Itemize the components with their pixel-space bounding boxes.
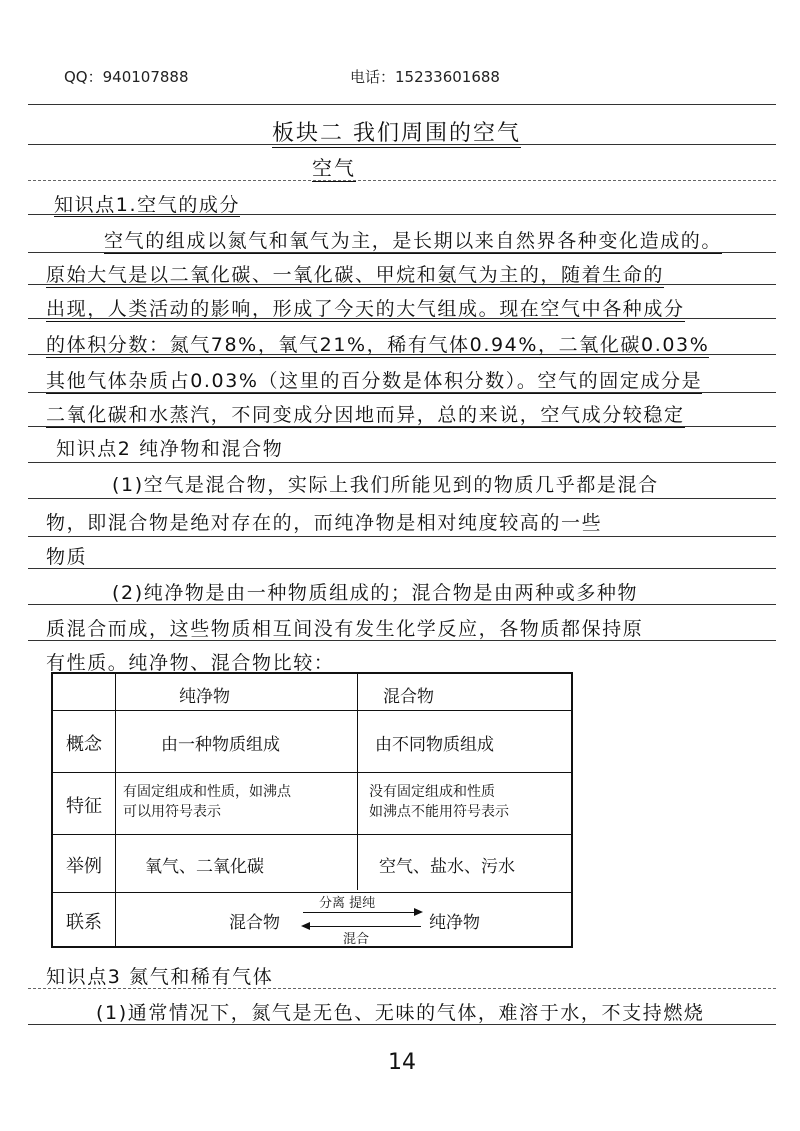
kp1-line: 其他气体杂质占0.03%（这里的百分数是体积分数）。空气的固定成分是 <box>46 366 702 394</box>
kp1-line: 的体积分数：氮气78%，氧气21%，稀有气体0.94%，二氧化碳0.03% <box>46 330 709 358</box>
table-cell-pure: 氧气、二氧化碳 <box>145 857 264 877</box>
table-cell-mixture: 没有固定组成和性质 如沸点不能用符号表示 <box>369 784 509 820</box>
table-column-divider <box>115 674 116 946</box>
kp3-heading: 知识点3 氮气和稀有气体 <box>46 966 274 988</box>
table-row-divider <box>53 834 571 835</box>
page-title: 板块二 我们周围的空气 <box>272 116 521 148</box>
table-row-label: 概念 <box>66 734 102 755</box>
kp1-line: 出现，人类活动的影响，形成了今天的大气组成。现在空气中各种成分 <box>46 294 685 322</box>
page-subtitle: 空气 <box>312 152 356 182</box>
contact-phone: 电话：15233601688 <box>350 68 500 86</box>
right-arrow-icon <box>303 912 421 913</box>
table-column-divider <box>357 674 358 890</box>
page-number: 14 <box>388 1050 416 1075</box>
table-row-label: 联系 <box>66 912 102 933</box>
table-row-divider <box>53 892 571 893</box>
ruled-line <box>28 180 776 181</box>
table-header-mixture: 混合物 <box>383 687 434 707</box>
kp2-heading: 知识点2 纯净物和混合物 <box>56 438 284 460</box>
comparison-table <box>51 672 573 948</box>
table-cell-mixture: 由不同物质组成 <box>375 735 494 755</box>
table-row-label: 特征 <box>66 796 102 817</box>
kp2-p2-line: (2)纯净物是由一种物质组成的；混合物是由两种或多种物 <box>112 582 639 604</box>
arrow-label-mix: 混合 <box>343 932 370 947</box>
table-row-divider <box>53 772 571 773</box>
kp2-p2-line: 质混合而成，这些物质相互间没有发生化学反应，各物质都保持原 <box>46 618 644 640</box>
link-mixture: 混合物 <box>229 913 280 933</box>
kp2-p1-line: 物质 <box>46 546 88 568</box>
kp1-line: 空气的组成以氮气和氧气为主，是长期以来自然界各种变化造成的。 <box>104 226 722 254</box>
kp2-p1-line: 物，即混合物是绝对存在的，而纯净物是相对纯度较高的一些 <box>46 512 603 534</box>
ruled-line <box>28 536 776 537</box>
kp2-p2-line: 有性质。纯净物、混合物比较： <box>46 652 335 674</box>
table-cell-pure: 由一种物质组成 <box>161 735 280 755</box>
ruled-line <box>28 498 776 499</box>
kp3-p1-line: (1)通常情况下，氮气是无色、无味的气体，难溶于水，不支持燃烧 <box>96 1002 705 1024</box>
kp1-heading: 知识点1.空气的成分 <box>54 194 241 216</box>
ruled-line <box>28 462 776 463</box>
kp2-p1-line: (1)空气是混合物，实际上我们所能见到的物质几乎都是混合 <box>112 474 659 496</box>
kp1-line: 二氧化碳和水蒸汽，不同变成分因地而异，总的来说，空气成分较稳定 <box>46 400 685 428</box>
arrow-label-separate: 分离 提纯 <box>319 896 376 911</box>
contact-qq: QQ：940107888 <box>64 68 189 86</box>
ruled-line <box>28 568 776 569</box>
kp1-line: 原始大气是以二氧化碳、一氧化碳、甲烷和氨气为主的，随着生命的 <box>46 260 664 288</box>
table-cell-pure: 有固定组成和性质，如沸点 可以用符号表示 <box>123 784 291 820</box>
table-header-pure: 纯净物 <box>179 687 230 707</box>
table-cell-mixture: 空气、盐水、污水 <box>379 857 515 877</box>
table-row-label: 举例 <box>66 856 102 877</box>
ruled-line <box>28 104 776 105</box>
link-pure: 纯净物 <box>429 913 480 933</box>
table-row-divider <box>53 710 571 711</box>
left-arrow-icon <box>303 926 421 927</box>
